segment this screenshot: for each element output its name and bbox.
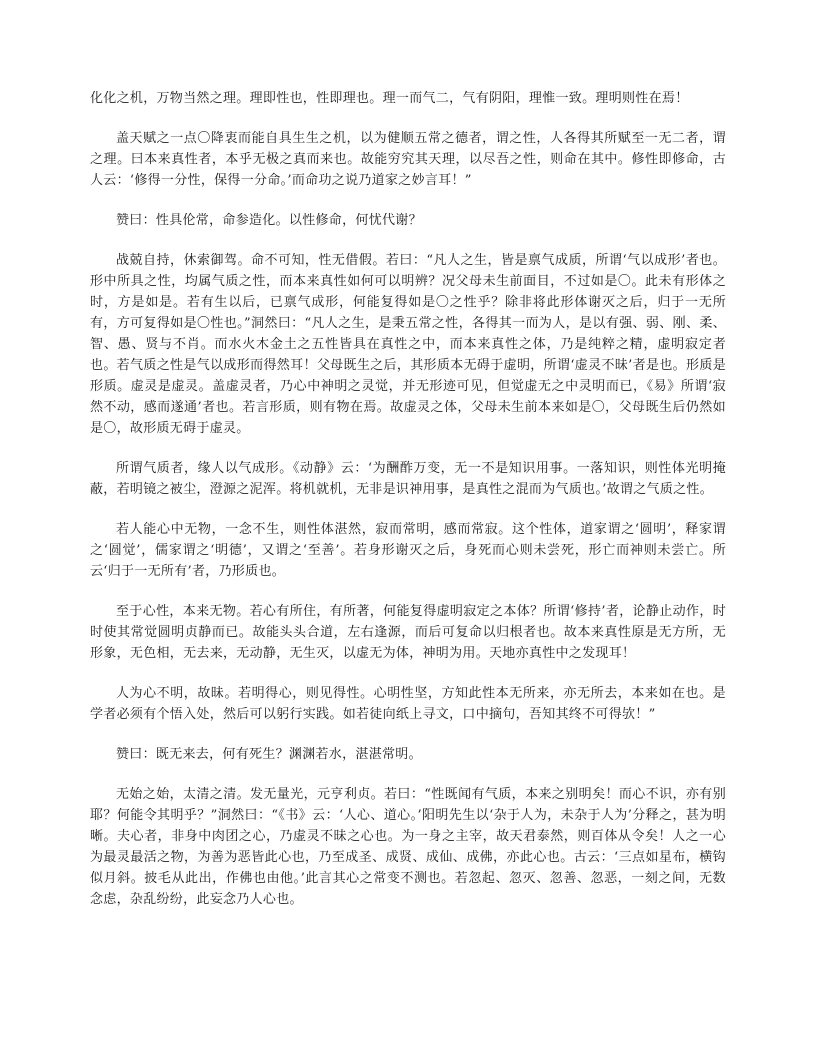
paragraph-10: 无始之始，太清之清。发无量光，元亨利贞。若曰：“性既闻有气质，本来之别明矣！而心不识，亦有别耶？何能令其明乎？”洞然曰：“《书》云：‘人心、道心。’阳明先生以‘杂于人为，未杂于人为’分释之，甚为明晰。夫心者，非身中肉团之心，乃虚灵不昧之心也。为一身之主宰，故天君泰然，则百体从令矣！人之一心为最灵最活之物，为善为恶皆此心也，乃至成圣、成贤、成仙、成佛，亦此心也。古云：‘三点如星布，横钩似月斜。披毛从此出，作佛也由他。’此言其心之常变不测也。若忽起、忽灭、忽善、忽恶，一刻之间，无数念虑，杂乱纷纷，此妄念乃人心也。	[90, 787, 726, 907]
paragraph-9: 赞曰：既无来去，何有死生？渊渊若水，湛湛常明。	[116, 747, 422, 762]
paragraph-3: 赞曰：性具伦常，命参造化。以性修命，何忧代谢？	[116, 213, 422, 228]
paragraph-8: 人为心不明，故昧。若明得心，则见得性。心明性坚，方知此性本无所来，亦无所去，本来如在也。是学者必须有个悟入处，然后可以躬行实践。如若徒向纸上寻文，口中摘句，吾知其终不可得欤！”	[90, 686, 726, 722]
document-page	[90, 88, 726, 929]
paragraph-1: 化化之机，万物当然之理。理即性也，性即理也。理一而气二，气有阴阳，理惟一致。理明则性在焉！	[90, 91, 689, 106]
paragraph-4: 战兢自持，休索御驾。命不可知，性无借假。若曰：“凡人之生，皆是禀气成质，所谓‘气以成形’者也。形中所具之性，均属气质之性，而本来真性如何可以明辨？况父母未生前面目，不过如是〇。此未有形体之时，方是如是。若有生以后，已禀气成形，何能复得如是〇之性乎？除非将此形体谢灭之后，归于一无所有，方可复得如是〇性也。”洞然曰：“凡人之生，是秉五常之性，各得其一而为人，是以有强、弱、刚、柔、智、愚、贤与不肖。而水火木金土之五性皆具在真性之中，而本来真性之体，乃是纯粹之精，虚明寂定者也。若气质之性是气以成形而得然耳！父母既生之后，其形质本无碍于虚明，所谓‘虚灵不昧’者是也。形质是形质。虚灵是虚灵。盖虚灵者，乃心中神明之灵觉，并无形迹可见，但觉虚无之中灵明而已，《易》所谓‘寂然不动，感而遂通’者也。若言形质，则有物在焉。故虚灵之体，父母未生前本来如是〇，父母既生后仍然如是〇，故形质无碍于虚灵。	[90, 253, 726, 436]
paragraph-7: 至于心性，本来无物。若心有所住，有所著，何能复得虚明寂定之本体？所谓‘修持’者，论静止动作，时时使其常觉圆明贞静而已。故能头头合道，左右逢源，而后可复命以归根者也。故本来真性原是无方所，无形象，无色相，无去来，无动静，无生灭，以虚无为体，神明为用。天地亦真性中之发现耳！	[90, 604, 726, 661]
paragraph-6: 若人能心中无物，一念不生，则性体湛然，寂而常明，感而常寂。这个性体，道家谓之‘圆明’，释家谓之‘圆觉’，儒家谓之‘明德’，又谓之‘至善’。若身形谢灭之后，身死而心则未尝死，形亡而神则未尝亡。所云‘归于一无所有’者，乃形质也。	[90, 522, 726, 579]
paragraph-5: 所谓气质者，缘人以气成形。《动静》云：‘为酬酢万变，无一不是知识用事。一落知识，则性体光明掩蔽，若明镜之被尘，澄源之泥浑。将机就机，无非是识神用事，是真性之混而为气质也。’故谓之气质之性。	[90, 461, 726, 497]
paragraph-2: 盖天赋之一点〇降衷而能自具生生之机，以为健顺五常之德者，谓之性，人各得其所赋至一无二者，谓之理。曰本来真性者，本乎无极之真而来也。故能穷究其天理，以尽吾之性，则命在其中。修性即修命，古人云：‘修得一分性，保得一分命。’而命功之说乃道家之妙言耳！”	[90, 131, 726, 188]
